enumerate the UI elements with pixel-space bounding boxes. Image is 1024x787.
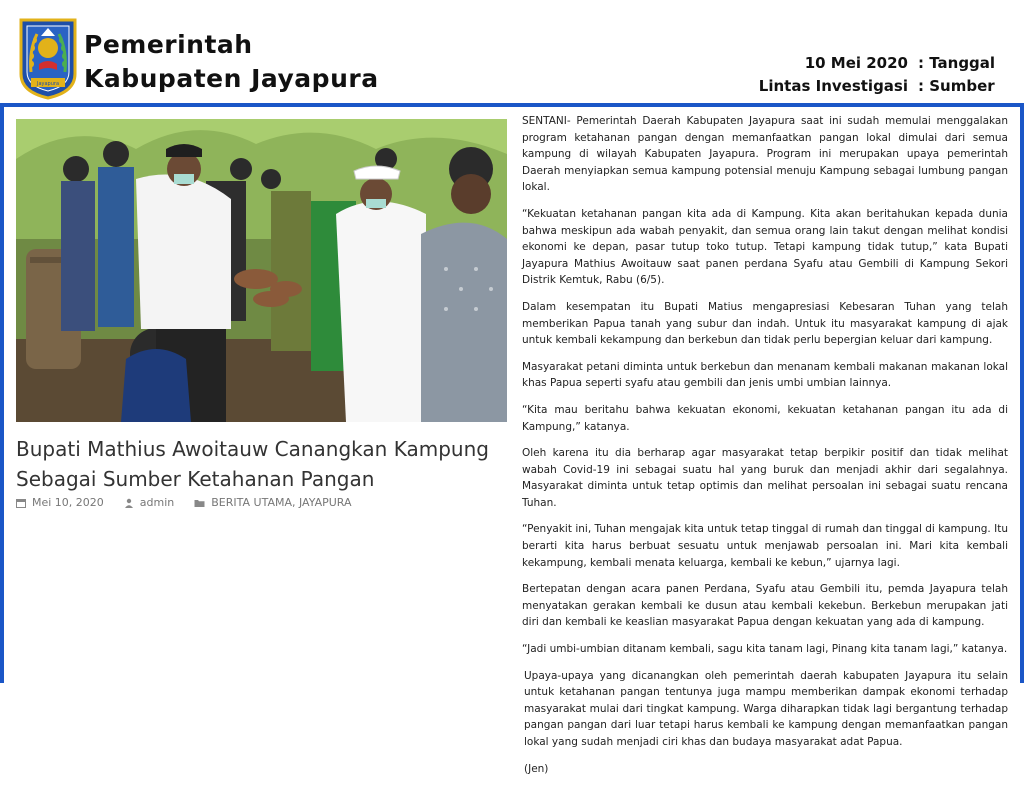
post-date[interactable]: Mei 10, 2020 [32,496,104,509]
emblem-caption: Jayapura [36,81,60,87]
clipping-meta [759,52,1002,98]
harvest-photo-illustration [16,119,507,422]
org-title [84,28,379,96]
calendar-icon [16,498,26,508]
date-row [759,52,1002,75]
article-paragraph: “Jadi umbi-umbian ditanam kembali, sagu kita tanam lagi, Pinang kita tanam lagi,” katanya. [522,643,1008,656]
user-icon [124,498,134,508]
article-paragraph: Masyarakat petani diminta untuk berkebun dan menanam kembali makanan makanan lokal khas Papua seperti syafu atau gembili dan jenis umbi umbian lainnya. [522,360,1008,390]
date-value: 10 Mei 2020 [804,54,908,72]
org-title-line1: Pemerintah [84,30,253,59]
article-paragraph: “Kekuatan ketahanan pangan kita ada di Kampung. Kita akan beritahukan kepada dunia bahwa meskipun ada wabah penyakit, dan semua orang lain takut dengan melihat kondisi ekonomi ke depan, pasar tutup toko tutup. Tetapi kampung tidak tutup,” kata Bupati Jayapura Mathius Awoitauw saat panen perdana Syafu atau Gembili di Kampung Sekori Distrik Kemtuk, Rabu (6/5). [522,207,1008,287]
article-paragraph: “Kita mau beritahu bahwa kekuatan ekonomi, kekuatan ketahanan pangan itu ada di Kampung,” katanya. [522,403,1008,433]
article-paragraph: “Penyakit ini, Tuhan mengajak kita untuk tetap tinggal di rumah dan tinggal di kampung. Itu berarti kita harus berbuat sesuatu untuk menjawab persoalan ini. Mari kita kembali kekampung, kembali menata keluarga, kembali ke kebun,” ujarnya lagi. [522,523,1008,569]
article-signoff: (Jen) [524,762,549,775]
org-title-line2: Kabupaten Jayapura [84,64,379,93]
post-categories[interactable]: BERITA UTAMA, JAYAPURA [211,496,352,509]
kabupaten-jayapura-emblem [17,14,79,100]
source-row [759,75,1002,98]
source-key: : Sumber [918,77,995,95]
article-paragraph: Oleh karena itu dia berharap agar masyarakat tetap berpikir positif dan tidak melihat wabah Covid-19 ini sebagai suatu hal yang buruk dan menjadi akhir dari segalahnya. Masyarakat diminta untuk tetap optimis dan melihat persoalan ini sebagai suatu rencana Tuhan. [522,447,1008,509]
article-photo [16,119,507,422]
source-value: Lintas Investigasi [758,77,908,95]
article-paragraph: Bertepatan dengan acara panen Perdana, Syafu atau Gembili itu, pemda Jayapura telah menyatakan gerakan kembali ke dusun atau kembali kekebun. Berkebun merupakan jati diri dan kembali ke keaslian masyarakat Papua dengan kekuatan yang ada di kampung. [522,583,1008,629]
page-header [0,0,1024,103]
article-paragraph: SENTANI- Pemerintah Daerah Kabupaten Jayapura saat ini sudah memulai menggalakan program ketahanan pangan dengan memanfaatkan pangan lokal dimulai dari semua kampung di wilayah Kabupaten Jayapura. Program ini merupakan upaya pemerintah Daerah menyiapkan semua kampung potensial menuju Kampung sebagai lumbung pangan lokal. [522,115,1008,194]
post-meta [16,496,352,509]
article-body [522,113,1008,787]
article-paragraph: Upaya-upaya yang dicanangkan oleh pemerintah daerah kabupaten Jayapura itu selain untuk ketahanan pangan tentunya juga mampu memberikan dampak ekonomi terhadap masyarakat mulai dari tingkat kampung. Warga diharapkan tidak lagi bergantung terhadap pangan pangan dari luar tetapi harus kembali ke kampung dengan memanfaatkan pangan lokal yang sudah menjadi ciri khas dan budaya masyarakat adat Papua. [524,669,1008,748]
folder-icon [194,498,205,508]
article-paragraph: Dalam kesempatan itu Bupati Matius mengapresiasi Kebesaran Tuhan yang telah memberikan Papua tanah yang subur dan indah. Untuk itu masyarakat kampung di ajak untuk kembali kekampung dan berkebun dan tidak perlu bepergian keluar dari kampung. [522,300,1008,347]
post-author[interactable]: admin [139,496,175,509]
article-headline[interactable]: Bupati Mathius Awoitauw Canangkan Kampung Sebagai Sumber Ketahanan Pangan [16,437,489,491]
date-key: : Tanggal [918,54,996,72]
